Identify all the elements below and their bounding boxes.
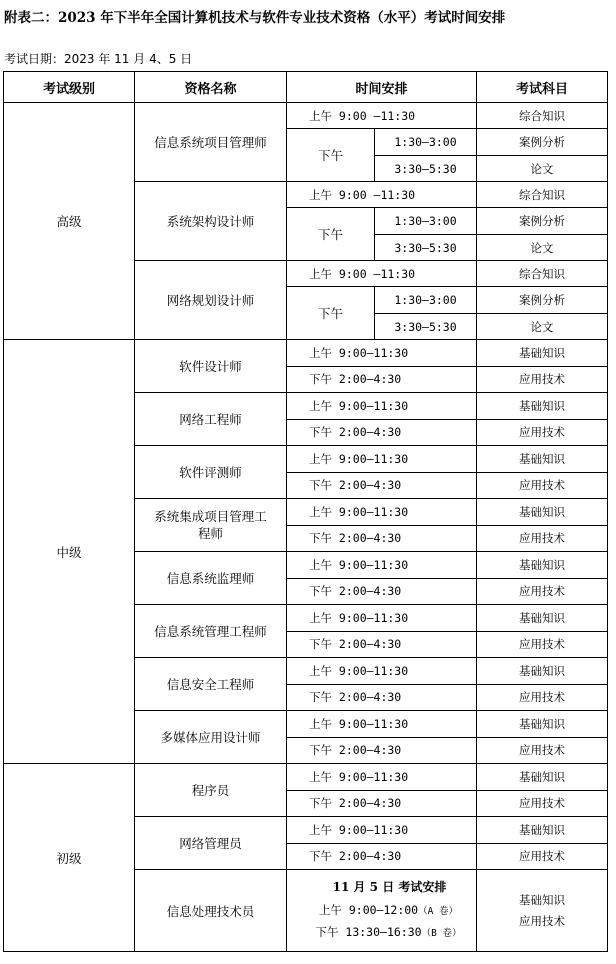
subject: 应用技术	[477, 684, 608, 711]
level-cell: 初级	[4, 764, 135, 952]
special-schedule	[287, 870, 477, 952]
qualification-name: 信息系统管理工程师	[135, 605, 287, 658]
qualification-name: 系统架构设计师	[135, 182, 287, 261]
pm-time: 1:30—3:00	[375, 129, 477, 156]
subject: 基础知识	[477, 446, 608, 473]
pm-time: 下午 2:00—4:30	[287, 578, 477, 605]
qualification-name: 软件评测师	[135, 446, 287, 499]
subject: 案例分析	[477, 129, 608, 156]
subject: 基础知识	[477, 340, 608, 367]
exam-date: 考试日期：2023 年 11 月 4、5 日	[4, 52, 193, 66]
col-header-subject: 考试科目	[477, 72, 608, 103]
subject: 论文	[477, 156, 608, 182]
page-title: 附表二：2023 年下半年全国计算机技术与软件专业技术资格（水平）考试时间安排	[4, 10, 506, 26]
qualification-name: 多媒体应用设计师	[135, 711, 287, 764]
pm-time: 下午 2:00—4:30	[287, 472, 477, 499]
am-time: 上午 9:00—11:30	[287, 393, 477, 420]
subject: 综合知识	[477, 182, 608, 208]
am-time: 上午 9:00—11:30	[287, 605, 477, 632]
subject: 基础知识	[477, 817, 608, 844]
am-time: 上午 9:00 —11:30	[287, 182, 477, 208]
special-am-time: 上午 9:00—12:00	[318, 902, 419, 917]
subject: 案例分析	[477, 208, 608, 235]
subject: 应用技术	[477, 419, 608, 446]
subject: 基础知识	[477, 552, 608, 579]
subject: 综合知识	[477, 261, 608, 287]
subject: 基础知识	[477, 658, 608, 685]
pm-time: 下午 2:00—4:30	[287, 737, 477, 764]
level-cell: 中级	[4, 340, 135, 764]
am-time: 上午 9:00—11:30	[287, 446, 477, 473]
table-row	[4, 340, 608, 367]
special-pm-paper: （B 卷）	[421, 927, 462, 939]
special-am-paper: （A 卷）	[418, 905, 459, 917]
pm-time: 下午 2:00—4:30	[287, 419, 477, 446]
special-pm-time: 下午 13:30—16:30	[315, 924, 422, 939]
pm-label: 下午	[287, 287, 375, 340]
qualification-name: 系统集成项目管理工程师	[135, 499, 287, 552]
subject: 应用技术	[519, 913, 566, 928]
subject: 应用技术	[477, 631, 608, 658]
am-time: 上午 9:00—11:30	[287, 340, 477, 367]
level-cell: 高级	[4, 103, 135, 340]
am-time: 上午 9:00—11:30	[287, 658, 477, 685]
subject: 基础知识	[477, 605, 608, 632]
subject: 基础知识	[519, 892, 566, 907]
subject: 应用技术	[477, 366, 608, 393]
qualification-name: 程序员	[135, 764, 287, 817]
am-time: 上午 9:00—11:30	[287, 499, 477, 526]
subject: 应用技术	[477, 843, 608, 870]
am-time: 上午 9:00—11:30	[287, 711, 477, 738]
subject: 应用技术	[477, 790, 608, 817]
subject: 基础知识	[477, 499, 608, 526]
qualification-name: 信息系统监理师	[135, 552, 287, 605]
pm-time: 下午 2:00—4:30	[287, 843, 477, 870]
pm-time: 1:30—3:00	[375, 208, 477, 235]
special-subjects	[477, 870, 608, 952]
table-row	[4, 103, 608, 129]
subject: 应用技术	[477, 737, 608, 764]
table-row	[4, 764, 608, 791]
pm-time: 下午 2:00—4:30	[287, 631, 477, 658]
schedule-table	[3, 71, 608, 952]
subject: 应用技术	[477, 578, 608, 605]
am-time: 上午 9:00—11:30	[287, 817, 477, 844]
subject: 综合知识	[477, 103, 608, 129]
qualification-name: 软件设计师	[135, 340, 287, 393]
am-time: 上午 9:00 —11:30	[287, 103, 477, 129]
col-header-qualification: 资格名称	[135, 72, 287, 103]
qualification-name: 网络工程师	[135, 393, 287, 446]
qualification-name: 信息系统项目管理师	[135, 103, 287, 182]
subject: 论文	[477, 235, 608, 261]
pm-label: 下午	[287, 129, 375, 182]
special-am	[301, 900, 476, 922]
subject: 应用技术	[477, 525, 608, 552]
pm-time: 3:30—5:30	[375, 235, 477, 261]
qualification-name: 网络管理员	[135, 817, 287, 870]
pm-label: 下午	[287, 208, 375, 261]
am-time: 上午 9:00 —11:30	[287, 261, 477, 287]
pm-time: 3:30—5:30	[375, 156, 477, 182]
qualification-name: 网络规划设计师	[135, 261, 287, 340]
col-header-level: 考试级别	[4, 72, 135, 103]
pm-time: 1:30—3:00	[375, 287, 477, 314]
subject: 基础知识	[477, 393, 608, 420]
header-row	[4, 72, 608, 103]
pm-time: 下午 2:00—4:30	[287, 525, 477, 552]
special-heading: 11 月 5 日 考试安排	[332, 879, 447, 894]
subject: 基础知识	[477, 764, 608, 791]
subject: 论文	[477, 314, 608, 340]
pm-time: 下午 2:00—4:30	[287, 366, 477, 393]
pm-time: 下午 2:00—4:30	[287, 684, 477, 711]
subject: 基础知识	[477, 711, 608, 738]
am-time: 上午 9:00—11:30	[287, 552, 477, 579]
col-header-time: 时间安排	[287, 72, 477, 103]
pm-time: 3:30—5:30	[375, 314, 477, 340]
qualification-name: 信息处理技术员	[135, 870, 287, 952]
qualification-name: 信息安全工程师	[135, 658, 287, 711]
subject: 应用技术	[477, 472, 608, 499]
subject: 案例分析	[477, 287, 608, 314]
pm-time: 下午 2:00—4:30	[287, 790, 477, 817]
am-time: 上午 9:00—11:30	[287, 764, 477, 791]
special-pm	[301, 922, 476, 944]
